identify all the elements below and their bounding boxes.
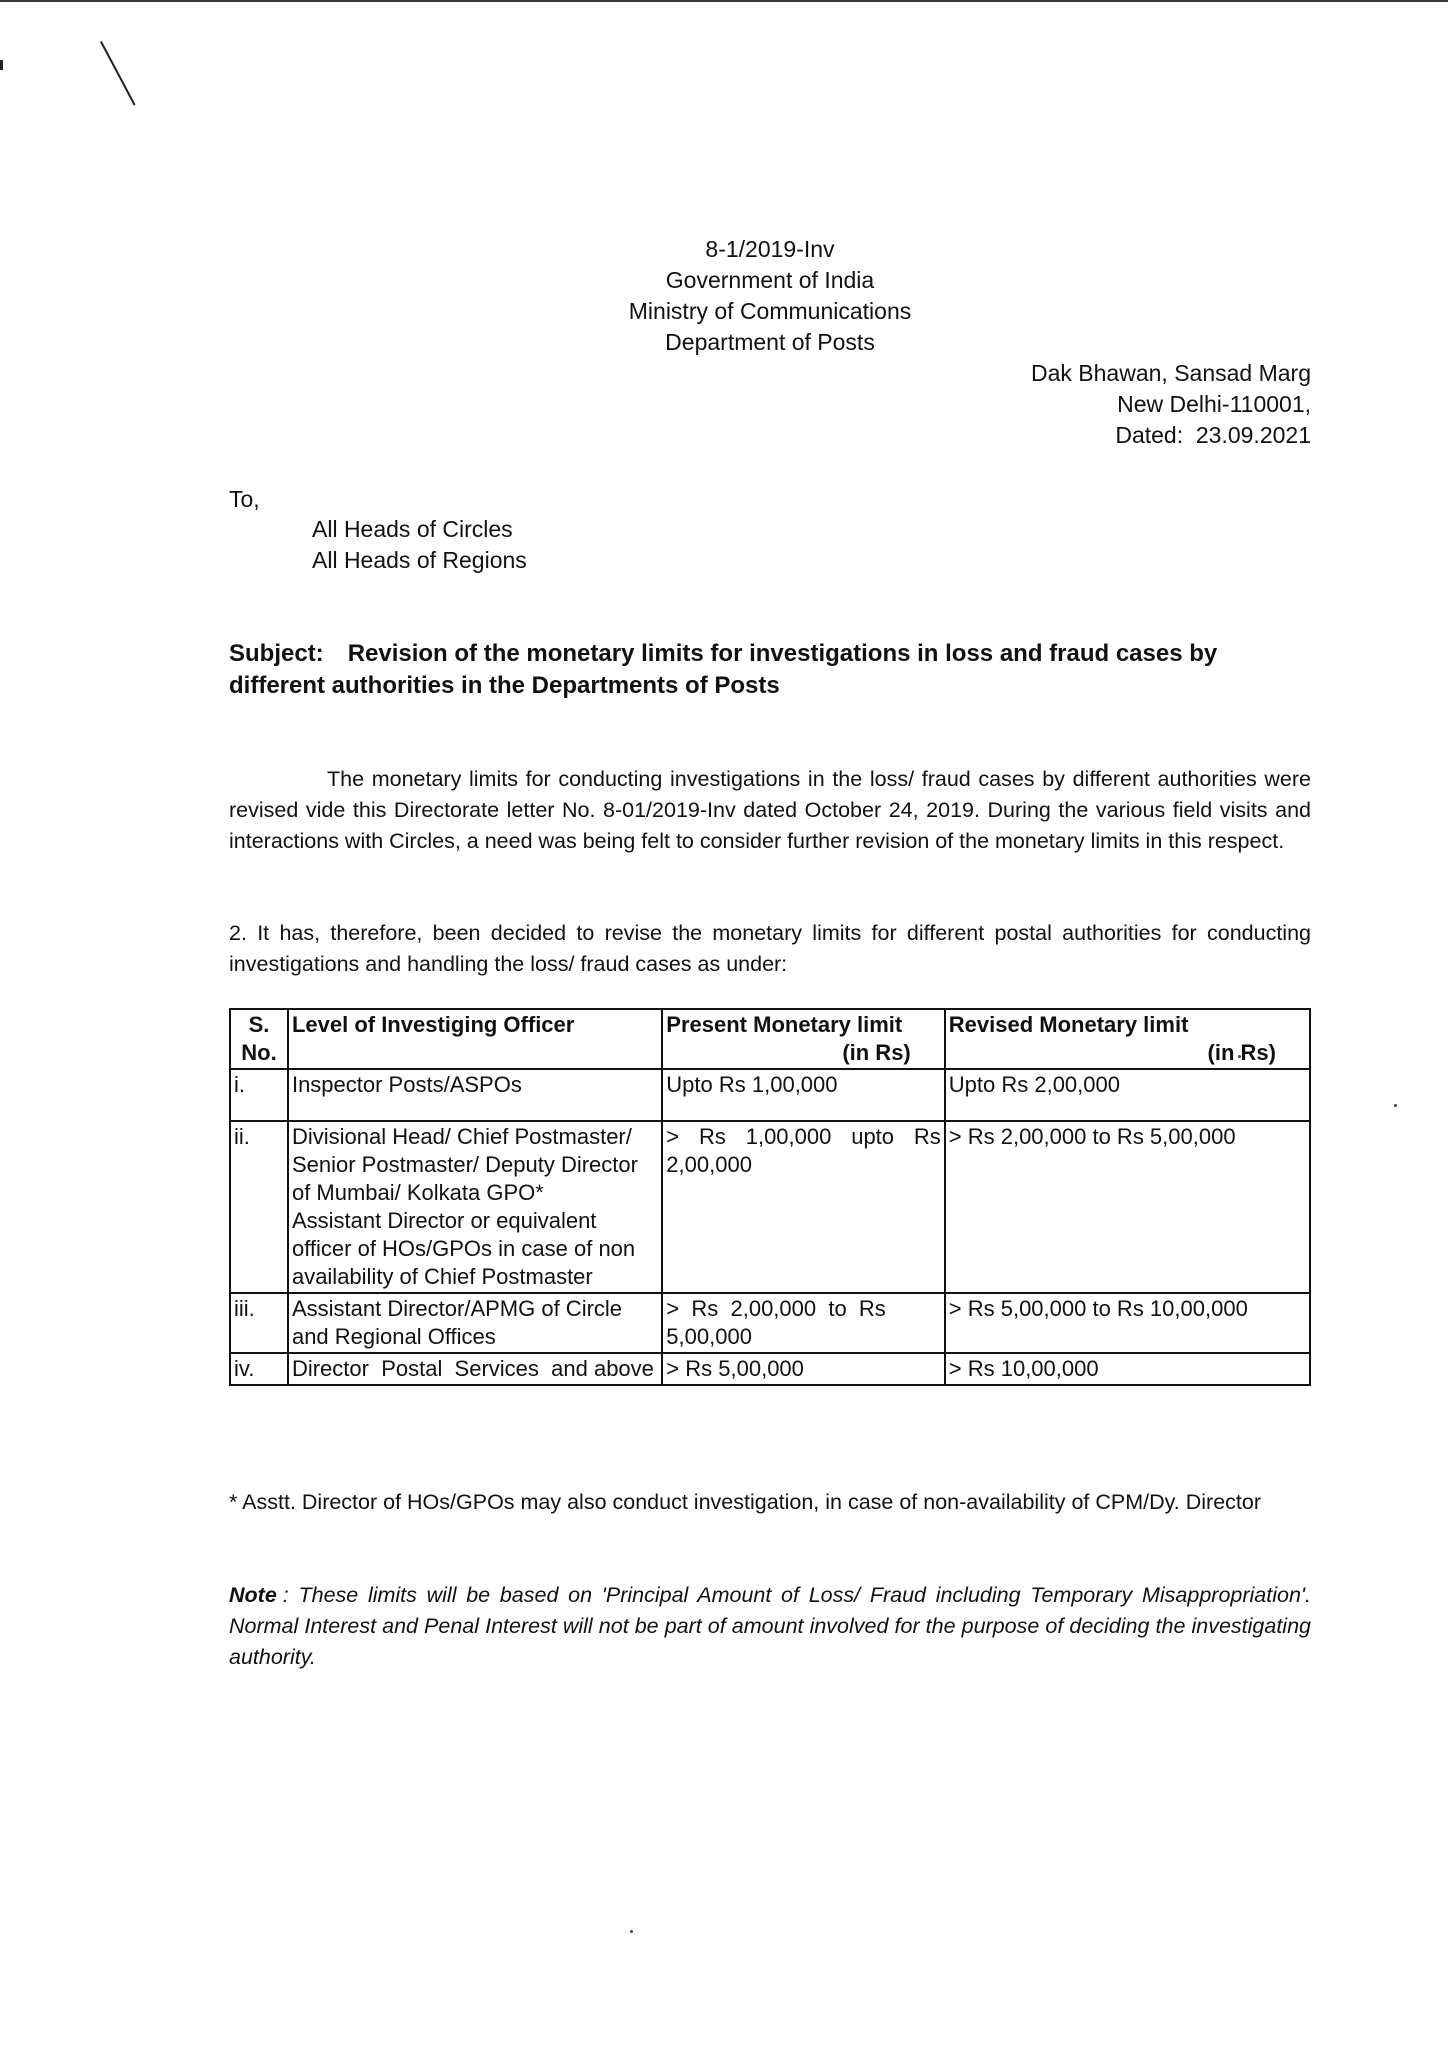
scan-border-top <box>0 0 1448 2</box>
paragraph-1: The monetary limits for conducting investigations in the loss/ fraud cases by different authorities were revised vide this Directorate letter No. 8-01/2019-Inv dated October 24, 2019. During the various field visits and interactions with Circles, a need was being felt to consider further revision of the monetary limits in this respect. <box>229 767 1311 853</box>
header-revised <box>945 1009 1310 1069</box>
address-line-1: Dak Bhawan, Sansad Marg <box>1031 360 1311 386</box>
letter-date: Dated: 23.09.2021 <box>1115 422 1311 448</box>
table-row <box>230 1353 1310 1385</box>
cell-sno: iv. <box>230 1353 288 1385</box>
cell-present: > Rs 5,00,000 <box>662 1353 944 1385</box>
header-sno-line2: No. <box>241 1040 277 1065</box>
cell-level: Inspector Posts/ASPOs <box>288 1069 662 1121</box>
header-present <box>662 1009 944 1069</box>
cell-level <box>288 1121 662 1293</box>
cell-revised: > Rs 5,00,000 to Rs 10,00,000 <box>945 1293 1310 1353</box>
cell-present: > Rs 1,00,000 upto Rs 2,00,000 <box>662 1121 944 1293</box>
header-level: Level of Investiging Officer <box>288 1009 662 1069</box>
org-department: Department of Posts <box>665 329 875 355</box>
cell-level: Assistant Director/APMG of Circle and Regional Offices <box>288 1293 662 1353</box>
table-row <box>230 1121 1310 1293</box>
subject-label: Subject: <box>229 640 324 667</box>
header-revised-label: Revised Monetary limit <box>948 1012 1189 1037</box>
paragraph-2: 2. It has, therefore, been decided to revise the monetary limits for different postal authorities for conducting investigations and handling the loss/ fraud cases as under: <box>229 921 1311 976</box>
header-present-unit: (in Rs) <box>842 1040 911 1065</box>
cell-sno: ii. <box>230 1121 288 1293</box>
table-header-row <box>230 1009 1310 1069</box>
table-footnote: * Asstt. Director of HOs/GPOs may also conduct investigation, in case of non-availability of CPM/Dy. Director <box>229 1490 1261 1514</box>
note-paragraph <box>229 1580 1311 1673</box>
note-label: Note <box>229 1583 277 1607</box>
file-number: 8-1/2019-Inv <box>705 236 835 262</box>
scan-speck <box>630 1930 633 1933</box>
monetary-limits-table <box>229 1008 1311 1386</box>
cell-level-part2: Assistant Director or equivalent officer of HOs/GPOs in case of non availability of Chief Postmaster <box>291 1208 636 1289</box>
cell-present: > Rs 2,00,000 to Rs 5,00,000 <box>662 1293 944 1353</box>
table-row <box>230 1069 1310 1121</box>
cell-sno: i. <box>230 1069 288 1121</box>
address-line-2: New Delhi-110001, <box>1117 391 1311 417</box>
subject-text: Revision of the monetary limits for investigations in loss and fraud cases by different authorities in the Departments of Posts <box>229 640 1218 699</box>
note-text: : These limits will be based on 'Principal Amount of Loss/ Fraud including Temporary Misappropriation'. Normal Interest and Penal Interest will not be part of amount involved for the purpose of deciding the investigating authority. <box>229 1583 1311 1669</box>
subject-line <box>229 638 1311 702</box>
cell-level-part1: Divisional Head/ Chief Postmaster/ Senior Postmaster/ Deputy Director of Mumbai/ Kolkata GPO* <box>291 1124 638 1205</box>
header-sno <box>230 1009 288 1069</box>
recipients <box>312 514 527 576</box>
cell-revised: > Rs 10,00,000 <box>945 1353 1310 1385</box>
org-ministry: Ministry of Communications <box>628 298 912 324</box>
header-sno-line1: S. <box>248 1012 270 1037</box>
header-present-label: Present Monetary limit <box>666 1012 903 1037</box>
cell-revised: Upto Rs 2,00,000 <box>945 1069 1310 1121</box>
cell-present: Upto Rs 1,00,000 <box>662 1069 944 1121</box>
org-government: Government of India <box>665 267 875 293</box>
sender-address <box>911 358 1311 451</box>
cell-sno: iii. <box>230 1293 288 1353</box>
recipient-regions: All Heads of Regions <box>312 547 527 573</box>
cell-revised: > Rs 2,00,000 to Rs 5,00,000 <box>945 1121 1310 1293</box>
header-revised-unit: (in Rs) <box>1207 1040 1276 1065</box>
to-label: To, <box>229 486 260 512</box>
scan-speck <box>1394 1104 1397 1107</box>
scan-edge-mark <box>0 60 3 70</box>
letter-heading <box>560 234 980 358</box>
cell-level: Director Postal Services and above <box>288 1353 662 1385</box>
recipient-circles: All Heads of Circles <box>312 516 513 542</box>
table-row <box>230 1293 1310 1353</box>
pen-stroke-mark <box>100 41 136 106</box>
